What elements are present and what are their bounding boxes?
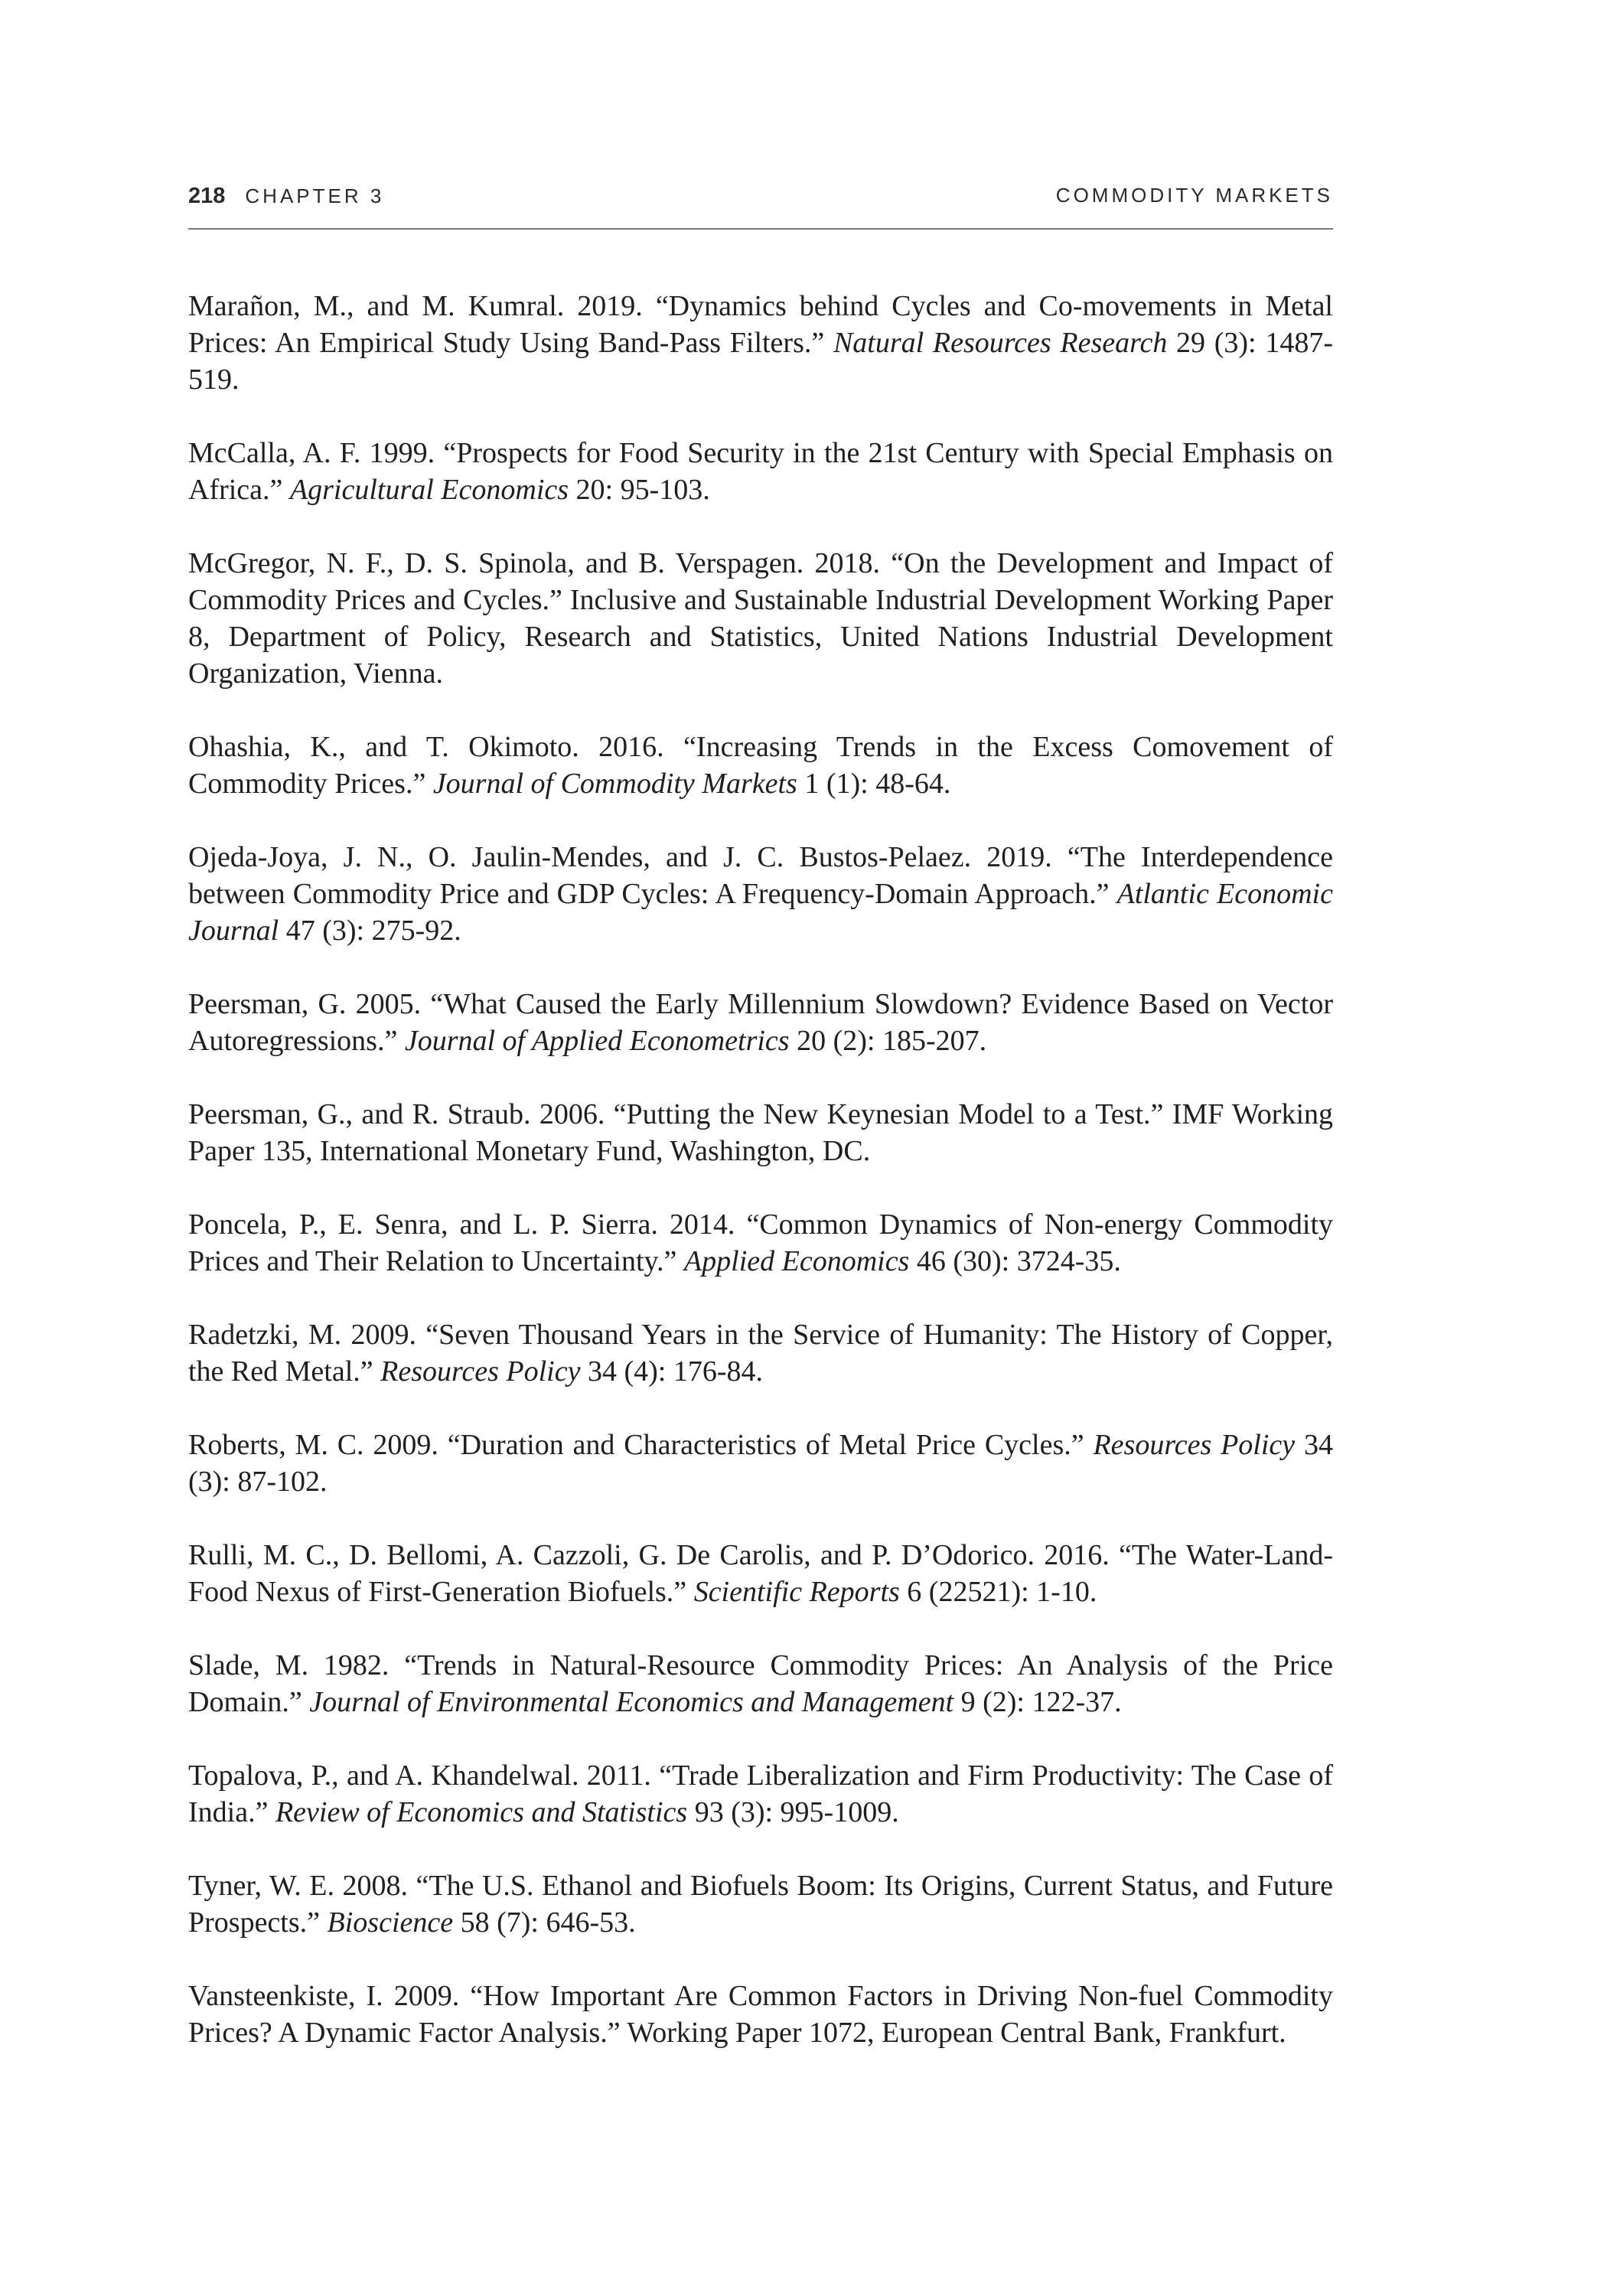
reference-entry: Vansteenkiste, I. 2009. “How Important Are Common Factors in Driving Non-fuel Commodity Prices? A Dynamic Factor Analysis.” Working Paper 1072, European Central Bank, Frankfurt. [188,1980,1333,2049]
running-header [188,184,1333,214]
reference-entry: Radetzki, M. 2009. “Seven Thousand Years in the Service of Humanity: The History of Copper, the Red Metal.” Resources Policy 34 (4): 176-84. [188,1319,1333,1388]
page-number: 218 [188,184,226,208]
header-rule [188,228,1333,230]
reference-entry: McCalla, A. F. 1999. “Prospects for Food Security in the 21st Century with Special Emphasis on Africa.” Agricultural Economics 20: 95-103. [188,437,1333,506]
chapter-label: CHAPTER 3 [245,184,385,207]
section-title: COMMODITY MARKETS [1055,184,1333,207]
reference-entry: Ojeda-Joya, J. N., O. Jaulin-Mendes, and J. C. Bustos-Pelaez. 2019. “The Interdependence between Commodity Price and GDP Cycles: A Frequency-Domain Approach.” Atlantic Economic Journal 47 (3): 275-92. [188,841,1333,947]
reference-entry: Rulli, M. C., D. Bellomi, A. Cazzoli, G. De Carolis, and P. D’Odorico. 2016. “The Water-Land-Food Nexus of First-Generation Biofuels.” Scientific Reports 6 (22521): 1-10. [188,1539,1333,1608]
reference-entry: Poncela, P., E. Senra, and L. P. Sierra. 2014. “Common Dynamics of Non-energy Commodity Prices and Their Relation to Uncertainty.” Applied Economics 46 (30): 3724-35. [188,1208,1333,1277]
reference-entry: Roberts, M. C. 2009. “Duration and Characteristics of Metal Price Cycles.” Resources Policy 34 (3): 87-102. [188,1429,1334,1498]
reference-entry: Tyner, W. E. 2008. “The U.S. Ethanol and Biofuels Boom: Its Origins, Current Status, and Future Prospects.” Bioscience 58 (7): 646-53. [188,1870,1333,1939]
reference-entry: McGregor, N. F., D. S. Spinola, and B. Verspagen. 2018. “On the Development and Impact of Commodity Prices and Cycles.” Inclusive and Sustainable Industrial Development Working Paper 8, Department of Policy, Research and Statistics, United Nations Industrial Development Organization, Vienna. [188,547,1333,690]
reference-entry: Marañon, M., and M. Kumral. 2019. “Dynamics behind Cycles and Co-movements in Metal Prices: An Empirical Study Using Band-Pass Filters.” Natural Resources Research 29 (3): 1487-519. [188,290,1333,396]
reference-entry: Peersman, G. 2005. “What Caused the Early Millennium Slowdown? Evidence Based on Vector Autoregressions.” Journal of Applied Econometrics 20 (2): 185-207. [188,988,1333,1057]
reference-entry: Peersman, G., and R. Straub. 2006. “Putting the New Keynesian Model to a Test.” IMF Working Paper 135, International Monetary Fund, Washington, DC. [188,1098,1333,1167]
reference-entry: Ohashia, K., and T. Okimoto. 2016. “Increasing Trends in the Excess Comovement of Commodity Prices.” Journal of Commodity Markets 1 (1): 48-64. [188,731,1333,800]
reference-entry: Slade, M. 1982. “Trends in Natural-Resource Commodity Prices: An Analysis of the Price Domain.” Journal of Environmental Economics and Management 9 (2): 122-37. [188,1649,1333,1718]
reference-list [188,288,1333,2051]
reference-entry: Topalova, P., and A. Khandelwal. 2011. “Trade Liberalization and Firm Productivity: The Case of India.” Review of Economics and Statistics 93 (3): 995-1009. [188,1760,1333,1828]
